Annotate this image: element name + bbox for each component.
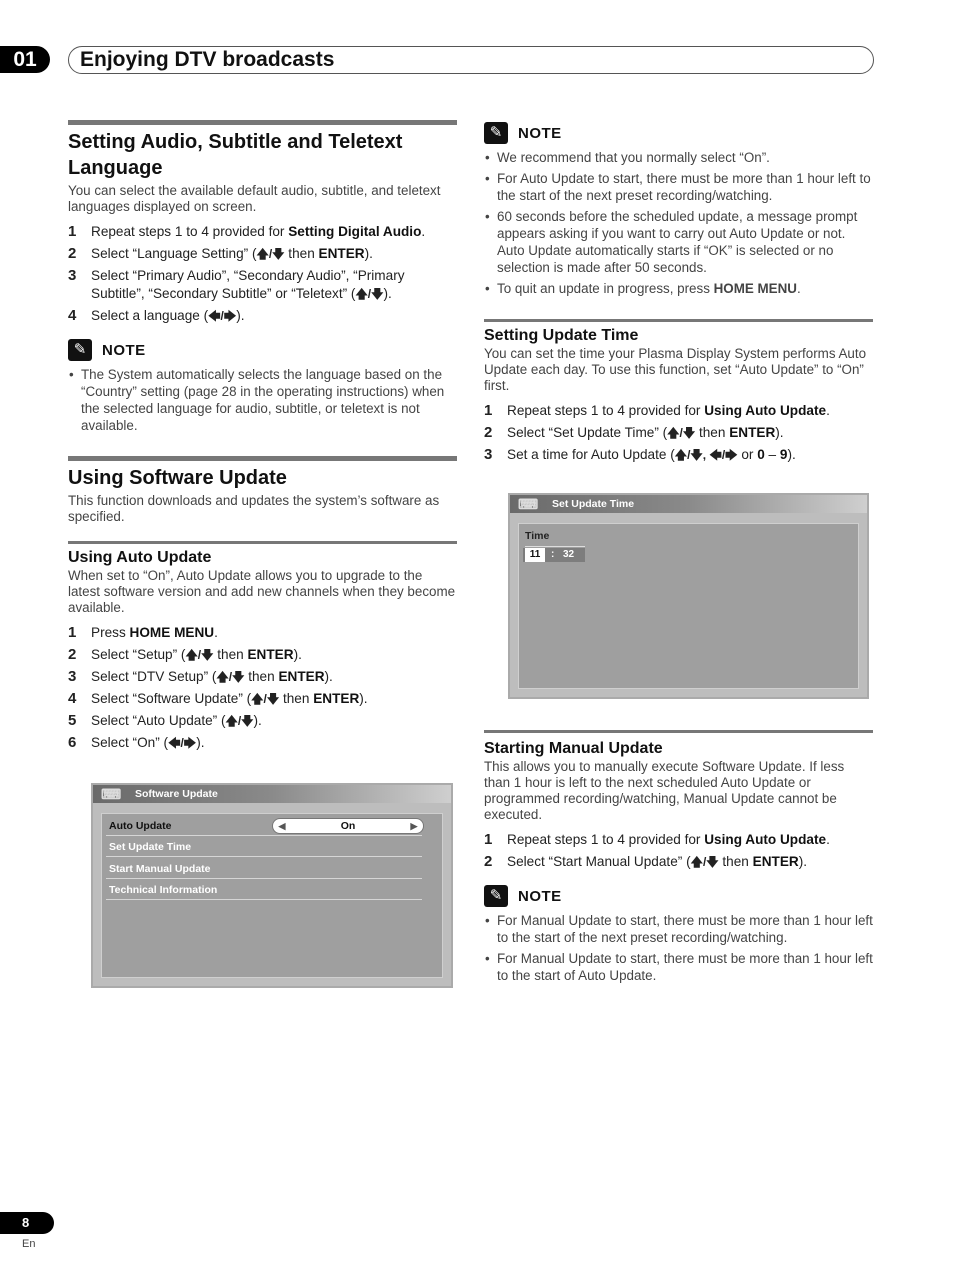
section-intro: You can select the available default audio, subtitle, and teletext languages displayed on screen. bbox=[68, 183, 441, 214]
step-text: ). bbox=[253, 713, 262, 728]
menu-item-technical-information[interactable]: Technical Information bbox=[106, 880, 422, 900]
section-divider bbox=[68, 456, 457, 461]
step-item bbox=[68, 646, 457, 664]
arrow-keys-icon: 🡅/🡇 bbox=[690, 855, 719, 869]
note-text: . bbox=[796, 281, 801, 296]
steps-list bbox=[484, 402, 873, 464]
step-text: Select “Primary Audio”, “Secondary Audio”, “Primary Subtitle”, “Secondary Subtitle” or “Teletext” ( bbox=[91, 268, 405, 301]
step-item bbox=[68, 245, 457, 263]
auto-update-selector[interactable] bbox=[272, 818, 424, 834]
step-text: then bbox=[213, 647, 248, 662]
step-item bbox=[68, 223, 457, 241]
note-header bbox=[484, 883, 873, 909]
arrow-keys-icon: 🡅/🡇 bbox=[256, 247, 285, 261]
step-item bbox=[484, 831, 873, 849]
screen-titlebar bbox=[510, 495, 867, 513]
arrow-keys-icon: 🡄/🡆 bbox=[208, 309, 237, 323]
arrow-keys-icon: 🡅/🡇 bbox=[216, 670, 245, 684]
section-title: Using Software Update bbox=[68, 467, 287, 489]
hour-value[interactable]: 11 bbox=[525, 548, 545, 562]
steps-list bbox=[68, 624, 457, 752]
step-text: Select “On” ( bbox=[91, 735, 169, 750]
note-item: • 60 seconds before the scheduled update, a message prompt appears asking if you want to carry out Auto Update or not. Auto Update automatically starts if “OK” is selected or no selection is made after 50 seconds. bbox=[484, 208, 873, 276]
step-number: 4 bbox=[68, 307, 77, 324]
step-item bbox=[68, 712, 457, 730]
step-item bbox=[68, 624, 457, 642]
pencil-icon: ✎ bbox=[484, 885, 508, 907]
step-number: 2 bbox=[484, 424, 493, 441]
step-text: Repeat steps 1 to 4 provided for bbox=[507, 832, 705, 847]
step-item bbox=[68, 734, 457, 752]
step-item bbox=[68, 307, 457, 325]
subsection-intro: You can set the time your Plasma Display System performs Auto Update each day. To use this function, set “Auto Update” to “On” first. bbox=[484, 346, 867, 393]
arrow-keys-icon: 🡅/🡇, 🡄/🡆 bbox=[674, 448, 738, 462]
note-list bbox=[68, 366, 457, 434]
step-number: 1 bbox=[484, 831, 493, 848]
step-text: Select “Setup” ( bbox=[91, 647, 186, 662]
subsection-divider bbox=[68, 541, 457, 544]
step-text: then bbox=[284, 246, 319, 261]
step-number: 1 bbox=[484, 402, 493, 419]
section-divider bbox=[68, 120, 457, 125]
note-item: • For Auto Update to start, there must be more than 1 hour left to the start of the next preset recording/watching. bbox=[484, 170, 873, 204]
step-text: . bbox=[826, 832, 830, 847]
step-number: 3 bbox=[484, 446, 493, 463]
step-text: Select “DTV Setup” ( bbox=[91, 669, 217, 684]
step-text: ). bbox=[364, 246, 373, 261]
step-text: Select a language ( bbox=[91, 308, 209, 323]
step-number: 2 bbox=[68, 646, 77, 663]
note-list bbox=[484, 149, 873, 297]
note-item bbox=[484, 280, 873, 297]
pencil-icon: ✎ bbox=[68, 339, 92, 361]
step-number: 6 bbox=[68, 734, 77, 751]
step-bold: ENTER bbox=[318, 246, 365, 261]
remote-icon: ⌨ bbox=[101, 786, 122, 802]
section-intro: This function downloads and updates the system’s software as specified. bbox=[68, 493, 440, 524]
screen-title: Software Update bbox=[135, 788, 218, 800]
subsection-title: Starting Manual Update bbox=[484, 740, 663, 757]
step-number: 1 bbox=[68, 624, 77, 641]
step-text: – bbox=[764, 447, 780, 462]
step-text: then bbox=[279, 691, 314, 706]
step-text: Press bbox=[91, 625, 130, 640]
note-item: • The System automatically selects the language based on the “Country” setting (page 28 in the operating instructions) when the selected language for audio, subtitle, or teletext is not available. bbox=[68, 366, 457, 434]
subsection-intro: When set to “On”, Auto Update allows you to upgrade to the latest software version and add new channels when they become available. bbox=[68, 568, 456, 615]
step-bold: ENTER bbox=[729, 425, 776, 440]
step-text: then bbox=[695, 425, 730, 440]
note-header bbox=[484, 120, 873, 146]
step-text: ). bbox=[383, 286, 392, 301]
step-text: ). bbox=[196, 735, 205, 750]
set-update-time-screen bbox=[508, 493, 869, 699]
arrow-keys-icon: 🡅/🡇 bbox=[667, 426, 696, 440]
menu-item-label: Auto Update bbox=[109, 820, 172, 832]
screen-titlebar bbox=[93, 785, 451, 803]
step-text: Select “Language Setting” ( bbox=[91, 246, 257, 261]
steps-list bbox=[68, 223, 457, 325]
right-column-lower bbox=[484, 730, 873, 988]
steps-list bbox=[484, 831, 873, 871]
note-item: • For Manual Update to start, there must be more than 1 hour left to the start of Auto Update. bbox=[484, 950, 873, 984]
step-bold: ENTER bbox=[752, 854, 799, 869]
remote-icon: ⌨ bbox=[518, 496, 539, 512]
step-text: ). bbox=[359, 691, 368, 706]
step-text: Repeat steps 1 to 4 provided for bbox=[507, 403, 705, 418]
step-number: 4 bbox=[68, 690, 77, 707]
left-column bbox=[68, 120, 457, 756]
step-text: ). bbox=[775, 425, 784, 440]
screen-title: Set Update Time bbox=[552, 498, 635, 510]
note-bold: HOME MENU bbox=[713, 281, 797, 296]
step-text: ). bbox=[293, 647, 302, 662]
step-text: then bbox=[244, 669, 279, 684]
step-bold: 0 bbox=[757, 447, 765, 462]
step-bold: HOME MENU bbox=[129, 625, 215, 640]
arrow-keys-icon: 🡅/🡇 bbox=[251, 692, 280, 706]
step-text: ). bbox=[798, 854, 808, 869]
step-text: Select “Auto Update” ( bbox=[91, 713, 226, 728]
step-item bbox=[484, 424, 873, 442]
subsection-divider bbox=[484, 319, 873, 322]
step-text: Repeat steps 1 to 4 provided for bbox=[91, 224, 289, 239]
step-text: ). bbox=[324, 669, 333, 684]
step-number: 2 bbox=[68, 245, 77, 262]
arrow-keys-icon: 🡅/🡇 bbox=[225, 714, 254, 728]
step-text: ). bbox=[236, 308, 245, 323]
step-text: Select “Set Update Time” ( bbox=[507, 425, 668, 440]
arrow-keys-icon: 🡅/🡇 bbox=[355, 287, 384, 301]
menu-item-auto-update[interactable] bbox=[106, 816, 422, 836]
note-item: • We recommend that you normally select “On”. bbox=[484, 149, 873, 166]
software-update-screen bbox=[91, 783, 453, 988]
step-bold: Using Auto Update bbox=[704, 832, 827, 847]
step-text: Select “Software Update” ( bbox=[91, 691, 252, 706]
step-item bbox=[484, 402, 873, 420]
subsection-title: Setting Update Time bbox=[484, 327, 639, 344]
time-field[interactable] bbox=[523, 548, 585, 562]
step-bold: Using Auto Update bbox=[704, 403, 827, 418]
step-item bbox=[484, 446, 873, 464]
note-title: NOTE bbox=[102, 341, 146, 359]
chapter-number: 01 bbox=[0, 46, 50, 73]
minute-value[interactable]: 32 bbox=[563, 549, 575, 560]
menu-item-set-update-time[interactable]: Set Update Time bbox=[106, 837, 422, 857]
subsection-title: Using Auto Update bbox=[68, 549, 212, 566]
step-bold: 9 bbox=[779, 447, 788, 462]
section-title: Setting Audio, Subtitle and Teletext Language bbox=[68, 131, 403, 179]
step-number: 3 bbox=[68, 668, 77, 685]
subsection-intro: This allows you to manually execute Software Update. If less than 1 hour is left to the next scheduled Auto Update or programmed recording/watching, Manual Update cannot be executed. bbox=[484, 759, 845, 822]
step-bold: ENTER bbox=[247, 647, 294, 662]
time-label: Time bbox=[525, 526, 585, 547]
note-title: NOTE bbox=[518, 887, 562, 905]
arrow-left-icon[interactable]: ◀ bbox=[278, 821, 286, 831]
page-number: 8 bbox=[0, 1212, 54, 1234]
step-text: or bbox=[737, 447, 758, 462]
page-title: Enjoying DTV broadcasts bbox=[80, 48, 335, 71]
step-text: Select “Start Manual Update” ( bbox=[507, 854, 691, 869]
step-number: 2 bbox=[484, 853, 493, 870]
time-separator: : bbox=[551, 549, 555, 560]
step-item bbox=[68, 267, 457, 303]
note-list bbox=[484, 912, 873, 984]
menu-panel bbox=[101, 813, 443, 978]
time-panel bbox=[518, 523, 859, 689]
step-item bbox=[68, 668, 457, 686]
step-bold: ENTER bbox=[313, 691, 360, 706]
menu-item-start-manual-update[interactable]: Start Manual Update bbox=[106, 859, 422, 879]
step-text: . bbox=[214, 625, 218, 640]
step-number: 5 bbox=[68, 712, 77, 729]
step-text: . bbox=[421, 224, 426, 239]
arrow-keys-icon: 🡄/🡆 bbox=[168, 736, 197, 750]
note-title: NOTE bbox=[518, 124, 562, 142]
step-text: then bbox=[718, 854, 753, 869]
arrow-keys-icon: 🡅/🡇 bbox=[185, 648, 214, 662]
step-item bbox=[484, 853, 873, 871]
right-column bbox=[484, 120, 873, 468]
step-number: 1 bbox=[68, 223, 77, 240]
step-text: . bbox=[826, 403, 830, 418]
arrow-right-icon[interactable]: ▶ bbox=[410, 821, 418, 831]
note-text: To quit an update in progress, press bbox=[497, 281, 714, 296]
language-code: En bbox=[22, 1238, 36, 1250]
pencil-icon: ✎ bbox=[484, 122, 508, 144]
step-bold: ENTER bbox=[278, 669, 325, 684]
step-text: Set a time for Auto Update ( bbox=[507, 447, 675, 462]
subsection-divider bbox=[484, 730, 873, 733]
step-item bbox=[68, 690, 457, 708]
step-number: 3 bbox=[68, 267, 77, 284]
note-header bbox=[68, 337, 457, 363]
step-bold: Setting Digital Audio bbox=[288, 224, 422, 239]
selector-value: On bbox=[340, 820, 356, 832]
note-item: • For Manual Update to start, there must be more than 1 hour left to the start of the next preset recording/watching. bbox=[484, 912, 873, 946]
step-text: ). bbox=[787, 447, 796, 462]
